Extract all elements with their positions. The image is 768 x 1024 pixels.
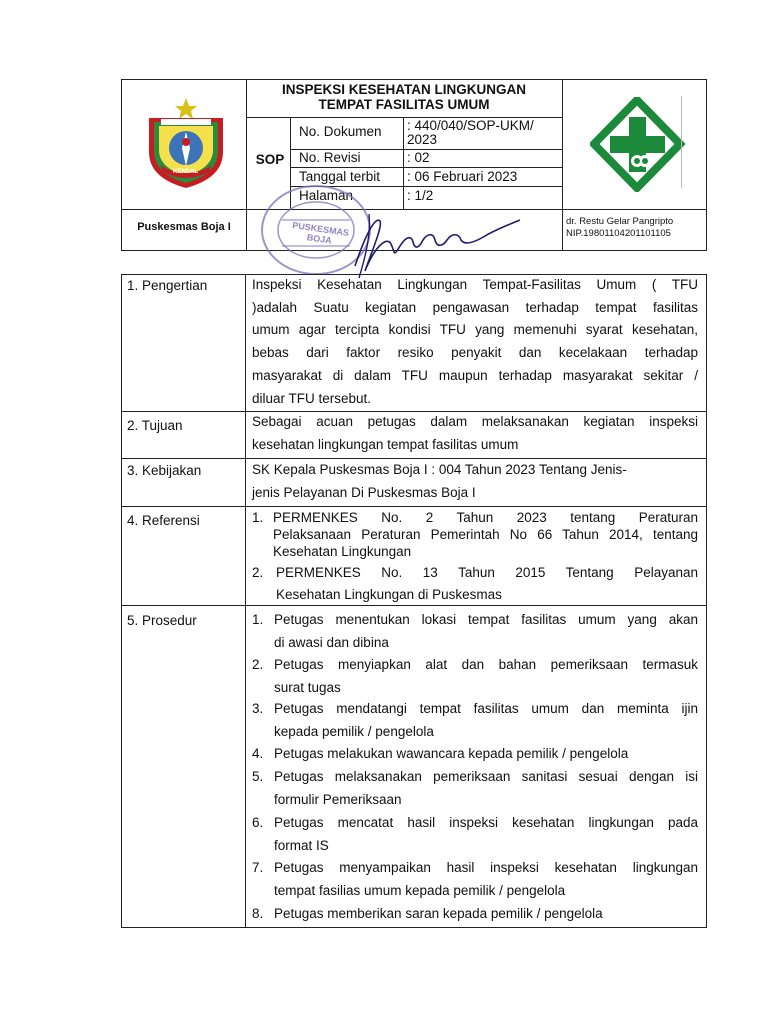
puskesmas-cross-logo (590, 97, 685, 192)
prosedur-item-line: format IS (274, 837, 329, 853)
pengertian-text: Inspeksi Kesehatan Lingkungan Tempat-Fasilitas Umum ( TFU )adalah Suatu kegiatan pengawasan terhadap tempat fasilitas umum agar tercipta kondisi TFU yang memenuhi syarat kesehatan, bebas dari faktor resiko penyakit dan kecelakaan terhadap masyarakat di dalam TFU maupun terhadap masyarakat sekitar / diluar TFU tersebut. (252, 277, 698, 406)
prosedur-item-number: 5. (252, 769, 264, 784)
prosedur-item-line: Petugas menyiapkan alat dan bahan pemeriksaan termasuk (274, 657, 698, 672)
prosedur-item-number: 1. (252, 612, 264, 627)
prosedur-item-number: 3. (252, 701, 264, 716)
meta-label-revisi: No. Revisi (299, 150, 361, 165)
header-divider (681, 96, 682, 188)
prosedur-item-line: Petugas menyampaikan hasil inspeksi kesehatan lingkungan (274, 860, 698, 875)
meta-value-revisi: : 02 (407, 150, 430, 165)
signer-block: dr. Restu Gelar Pangripto NIP.19801104201101105 (566, 216, 674, 239)
header-divider (562, 79, 563, 251)
meta-label-tanggal: Tanggal terbit (299, 169, 381, 184)
prosedur-item-number: 8. (252, 906, 264, 921)
prosedur-item-number: 7. (252, 860, 264, 875)
content-divider (121, 506, 707, 507)
sop-label: SOP (255, 152, 285, 167)
prosedur-item-number: 4. (252, 746, 264, 761)
prosedur-item-line: Petugas menentukan lokasi tempat fasilitas umum yang akan (274, 612, 698, 627)
referensi-item: 1. PERMENKES No. 2 Tahun 2023 tentang Peraturan Pelaksanaan Peraturan Pemerintah No 66 Tahun 2014, tentang Kesehatan Lingkungan (252, 510, 698, 559)
section-label-prosedur: 5. Prosedur (127, 613, 197, 628)
header-divider (290, 167, 562, 168)
prosedur-item-text (274, 857, 698, 902)
meta-value-halaman: : 1/2 (407, 188, 434, 203)
prosedur-item-number: 2. (252, 657, 264, 672)
prosedur-item-text (274, 766, 698, 811)
kendal-emblem-text: KENDAL (173, 169, 198, 175)
prosedur-item-line: tempat fasilias umum kepada pemilik / pengelola (274, 882, 566, 898)
prosedur-item-text (274, 698, 698, 743)
kebijakan-text: SK Kepala Puskesmas Boja I : 004 Tahun 2023 Tentang Jenis- jenis Pelayanan Di Puskesmas Boja I (252, 462, 627, 500)
prosedur-item-line: Petugas memberikan saran kepada pemilik / pengelola (274, 906, 603, 921)
meta-value-dokumen: : 440/040/SOP-UKM/ 2023 (407, 118, 534, 147)
prosedur-item-text (274, 903, 698, 926)
prosedur-item-line: Petugas melaksanakan pemeriksaan sanitasi sesuai dengan isi (274, 769, 698, 784)
section-label-pengertian: 1. Pengertian (127, 278, 208, 293)
prosedur-item-line: kepada pemilik / pengelola (274, 723, 434, 739)
prosedur-item-text (274, 812, 698, 857)
stamp-text: PUSKESMAS BOJA (291, 220, 350, 246)
signature (325, 196, 525, 286)
referensi-item: 2. PERMENKES No. 13 Tahun 2015 Tentang Pelayanan Kesehatan Lingkungan di Puskesmas (252, 565, 698, 602)
document-title: INSPEKSI KESEHATAN LINGKUNGAN TEMPAT FASILITAS UMUM (281, 82, 526, 112)
prosedur-item-text (274, 654, 698, 699)
content-divider (245, 274, 246, 928)
prosedur-item-line: Petugas mencatat hasil inspeksi kesehatan lingkungan pada (274, 815, 698, 830)
prosedur-item-text (274, 743, 698, 766)
prosedur-item-number: 6. (252, 815, 264, 830)
prosedur-item-line: di awasi dan dibina (274, 634, 389, 650)
section-label-kebijakan: 3. Kebijakan (127, 463, 202, 478)
meta-value-tanggal: : 06 Februari 2023 (407, 169, 518, 184)
prosedur-item-line: surat tugas (274, 679, 341, 695)
unit-name: Puskesmas Boja I (137, 221, 231, 233)
prosedur-item-line: Petugas mendatangi tempat fasilitas umum dan meminta ijin (274, 701, 698, 716)
tujuan-text: Sebagai acuan petugas dalam melaksanakan kegiatan inspeksi kesehatan lingkungan tempat fasilitas umum (252, 414, 698, 452)
prosedur-item-text (274, 609, 698, 654)
meta-label-dokumen: No. Dokumen (299, 124, 382, 139)
prosedur-item-line: formulir Pemeriksaan (274, 791, 402, 807)
prosedur-item-line: Petugas melakukan wawancara kepada pemilik / pengelola (274, 746, 629, 761)
meta-label-halaman: Halaman (299, 188, 354, 203)
section-label-tujuan: 2. Tujuan (127, 418, 183, 433)
section-label-referensi: 4. Referensi (127, 513, 200, 528)
kendal-emblem-logo (141, 96, 231, 191)
